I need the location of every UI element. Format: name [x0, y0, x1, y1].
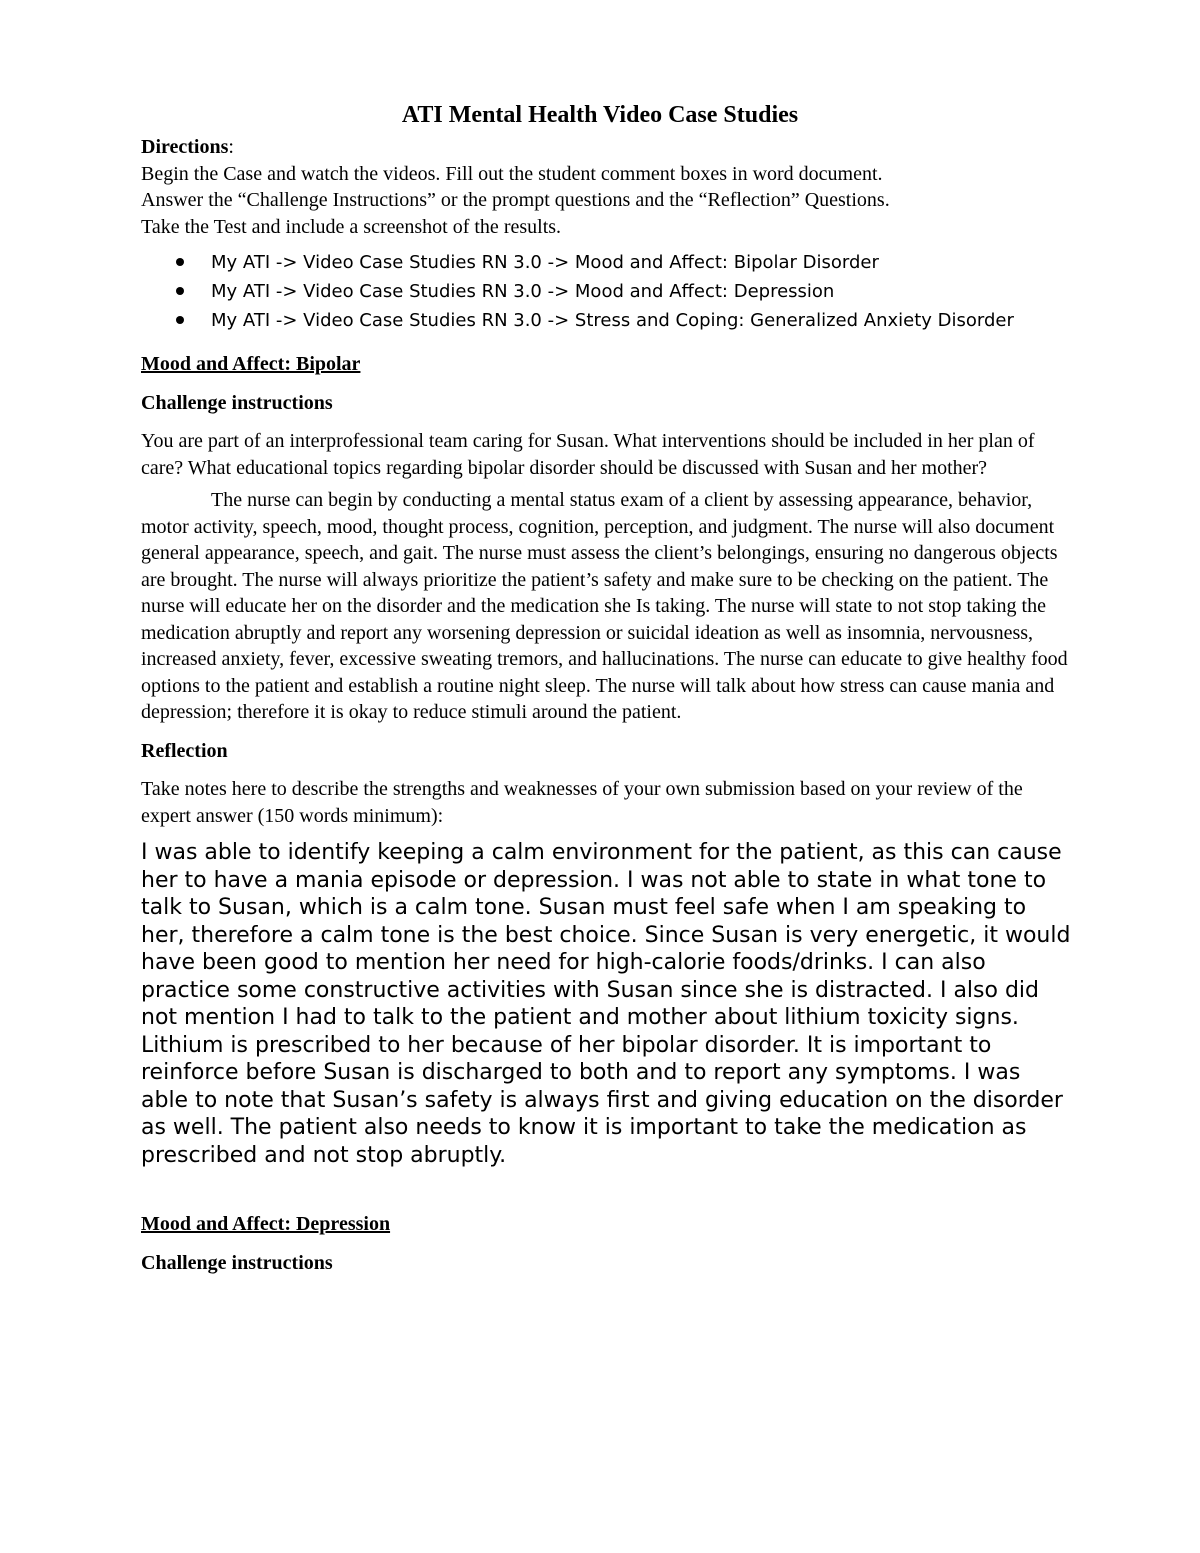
list-item	[171, 306, 1071, 335]
depression-challenge-heading: Challenge instructions	[141, 1251, 333, 1274]
document-title: ATI Mental Health Video Case Studies	[401, 102, 799, 128]
bipolar-challenge-answer: The nurse can begin by conducting a mental status exam of a client by assessing appearance, behavior, motor activity, speech, mood, thought process, cognition, perception, and judgment. The nurse will also document general appearance, speech, and gait. The nurse must assess the client’s belongings, ensuring no dangerous objects are brought. The nurse will always prioritize the patient’s safety and make sure to be checking on the patient. The nurse will educate her on the disorder and the medication she Is taking. The nurse will state to not stop taking the medication abruptly and report any worsening depression or suicidal ideation as well as insomnia, nervousness, increased anxiety, fever, excessive sweating tremors, and hallucinations. The nurse can educate to give healthy food options to the patient and establish a routine night sleep. The nurse will talk about how stress can cause mania and depression; therefore it is okay to reduce stimuli around the patient.	[141, 489, 1068, 723]
list-item-text: My ATI -> Video Case Studies RN 3.0 -> Stress and Coping: Generalized Anxiety Disorder	[211, 310, 1014, 331]
case-study-list	[141, 248, 1071, 335]
list-item	[171, 277, 1071, 306]
bipolar-reflection-answer: I was able to identify keeping a calm environment for the patient, as this can cause her to have a mania episode or depression. I was not able to state in what tone to talk to Susan, which is a calm tone. Susan must feel safe when I am speaking to her, therefore a calm tone is the best choice. Since Susan is very energetic, it would have been good to mention her need for high-calorie foods/drinks. I can also practice some constructive activities with Susan since she is distracted. I also did not mention I had to talk to the patient and mother about lithium toxicity signs. Lithium is prescribed to her because of her bipolar disorder. It is important to reinforce before Susan is discharged to both and to report any symptoms. I was able to note that Susan’s safety is always first and giving education on the disorder as well. The patient also needs to know it is important to take the medication as prescribed and not stop abruptly.	[141, 840, 1071, 1168]
directions-label: Directions	[141, 136, 229, 158]
list-item-text: My ATI -> Video Case Studies RN 3.0 -> Mood and Affect: Bipolar Disorder	[211, 252, 879, 273]
bullet-icon	[176, 287, 184, 295]
directions-colon: :	[228, 136, 234, 158]
directions-line: Answer the “Challenge Instructions” or the prompt questions and the “Reflection” Questions.	[141, 189, 890, 211]
bullet-icon	[176, 316, 184, 324]
depression-section-heading: Mood and Affect: Depression	[141, 1213, 391, 1235]
bipolar-section-heading: Mood and Affect: Bipolar	[141, 353, 361, 375]
bipolar-reflection-prompt: Take notes here to describe the strengths and weaknesses of your own submission based on your review of the expert answer (150 words minimum):	[141, 778, 1023, 827]
bullet-icon	[176, 258, 184, 266]
document-body	[141, 134, 1071, 1276]
bipolar-challenge-prompt: You are part of an interprofessional team caring for Susan. What interventions should be included in her plan of care? What educational topics regarding bipolar disorder should be discussed with Susan and her mother?	[141, 430, 1035, 479]
bipolar-challenge-heading: Challenge instructions	[141, 391, 333, 414]
spacer	[141, 1169, 1071, 1195]
bipolar-reflection-heading: Reflection	[141, 739, 228, 762]
directions-heading	[141, 134, 1071, 161]
list-item	[171, 248, 1071, 277]
directions-line: Begin the Case and watch the videos. Fill out the student comment boxes in word document.	[141, 162, 883, 185]
list-item-text: My ATI -> Video Case Studies RN 3.0 -> Mood and Affect: Depression	[211, 281, 835, 302]
directions-line: Take the Test and include a screenshot of the results.	[141, 215, 562, 238]
directions-block	[141, 134, 1071, 240]
